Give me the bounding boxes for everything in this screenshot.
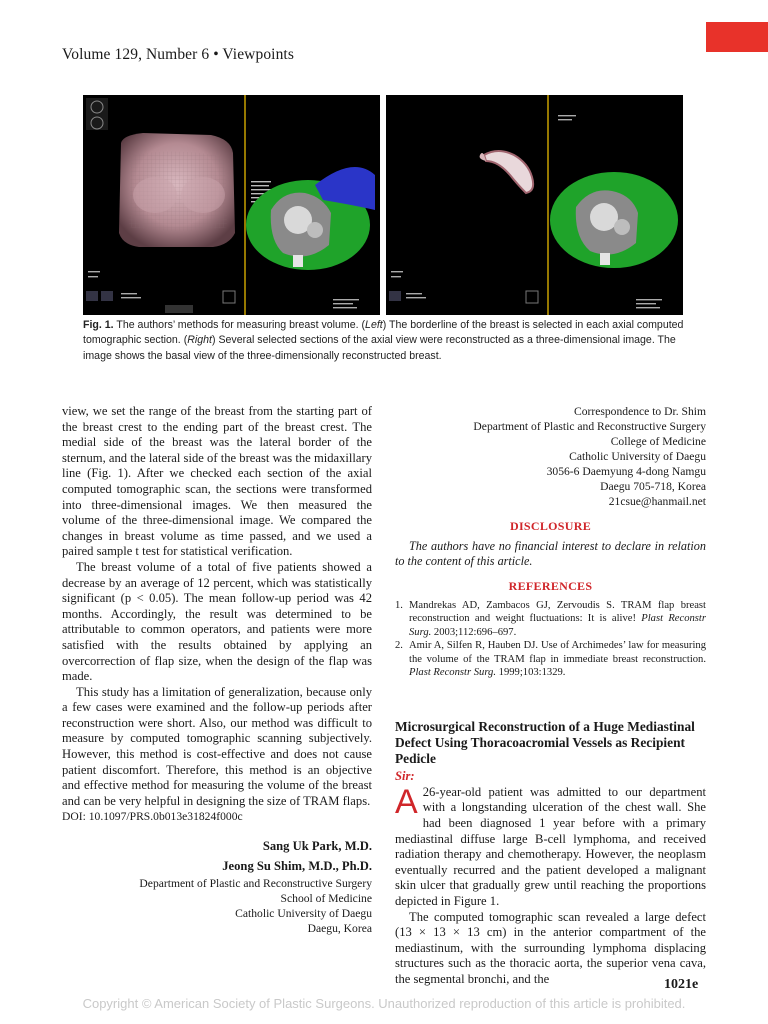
caption-left-word: Left [365, 319, 383, 331]
body-paragraph: The breast volume of a total of five patients showed a decrease by an average of 12 percent, which was statistically significant (p < 0.05). The mean follow-up period was 42 months. Accordingly, the result was determined to be attributable to common operators, and patients were more satisfied with the results obtained by applying an overcorrection of flap size, when the design of the flap was made. [62, 559, 372, 684]
ct-reconstruction-image [386, 95, 683, 315]
body-paragraph: This study has a limitation of generalization, because only a few cases were examined and the follow-up periods after reconstruction were short. Also, our method was difficult to measure by computed tomographic scanning subjectively. However, this method is cost-effective and does not cause patient discomfort. Therefore, this method is an objective and effective method for measuring the volume of the breast and can be very helpful in designing the size of TRAM flaps. [62, 684, 372, 808]
body-paragraph [395, 782, 706, 910]
caption-right-word: Right [187, 334, 212, 347]
correspondence-email[interactable]: 21csue@hanmail.net [608, 495, 706, 508]
doi: DOI: 10.1097/PRS.0b013e31824f000c [62, 810, 243, 824]
copyright-notice: Copyright © American Society of Plastic Surgeons. Unauthorized reproduction of this article is prohibited. [82, 996, 686, 1011]
paragraph-text: 26-year-old patient was admitted to our department with a longstanding ulceration of the chest wall. She had been diagnosed 1 year before with a primary mediastinal diffuse large B-cell lymphoma, and received radiation therapy and chemotherapy. However, the neoplasm eventually recurred and the patient developed a malignant skin ulcer that gradually grew until reaching the proportions depicted in Figure 1. [395, 784, 706, 908]
reference-number: 2. [395, 640, 403, 652]
reference-cite: 1999;103:1329. [496, 667, 566, 679]
figure-panel-right [386, 95, 683, 315]
correspondence-line: Department of Plastic and Reconstructive Surgery [473, 420, 706, 433]
reference-journal: Plast Reconstr Surg. [409, 613, 706, 638]
caption-text: The authors’ methods for measuring breast volume. ( [113, 319, 366, 331]
references-heading: REFERENCES [508, 579, 593, 594]
reference-cite: 2003;112:696–697. [431, 626, 517, 638]
correspondence-line: 3056-6 Daemyung 4-dong Namgu [546, 465, 706, 478]
reference-number: 1. [395, 600, 403, 611]
figure-caption [83, 318, 688, 364]
correspondence-line: Daegu 705-718, Korea [600, 480, 706, 493]
reference-list [395, 599, 706, 679]
author-name: Jeong Su Shim, M.D., Ph.D. [222, 858, 372, 873]
left-column [62, 404, 372, 936]
reference-text: Amir A, Silfen R, Hauben DJ. Use of Archimedes’ law for measuring the volume of the TRAM flap in immediate breast reconstruction. [409, 640, 706, 665]
caption-label: Fig. 1. [83, 319, 114, 331]
affiliation-line: Daegu, Korea [307, 922, 372, 936]
correspondence-line: Catholic University of Daegu [569, 450, 706, 463]
affiliation-line: Department of Plastic and Reconstructive Surgery [139, 877, 372, 891]
disclosure-text: The authors have no financial interest to declare in relation to the content of this article. [395, 538, 706, 568]
reference-journal: Plast Reconstr Surg. [409, 667, 496, 679]
article-body [395, 782, 706, 988]
page-number: 1021e [664, 977, 699, 992]
figure-1 [83, 95, 683, 315]
affiliation-line: School of Medicine [280, 892, 372, 906]
running-head: Volume 129, Number 6 • Viewpoints [62, 46, 294, 63]
correspondence-line: Correspondence to Dr. Shim [573, 405, 706, 418]
disclosure-heading: DISCLOSURE [509, 519, 592, 533]
salutation: Sir: [395, 769, 415, 784]
section-tab [706, 22, 768, 52]
reference-text: Mandrekas AD, Zambacos GJ, Zervoudis S. TRAM flap breast reconstruction and weight fluctuations: It is alive! [409, 600, 706, 625]
author-name: Sang Uk Park, M.D. [262, 839, 372, 854]
body-paragraph: The computed tomographic scan revealed a large defect (13 × 13 × 13 cm) in the anterior compartment of the mediastinum, with the surrounding lymphoma displacing structures such as the thoracic aorta, the superior vena cava, the segmental bronchi, and the [395, 909, 706, 986]
figure-panel-left [83, 95, 380, 315]
affiliation-line: Catholic University of Daegu [235, 907, 372, 921]
body-paragraph: view, we set the range of the breast from the starting part of the breast crest to the ending part of the breast crest. The medial side of the breast was the lateral border of the sternum, and the lateral side of the breast was the midaxillary line (Fig. 1). After we checked each section of the axial computed tomographic scan, the sections were transformed into three-dimensional images. We then measured the volume of the three-dimensional image. We compared the changes in breast volume as time passed, and we used a paired sample t test for statistical verification. [62, 404, 372, 559]
article-title: Microsurgical Reconstruction of a Huge Mediastinal Defect Using Thoracoacromial Vessels as Recipient Pedicle [395, 719, 695, 766]
ct-3d-chest-image [83, 95, 380, 315]
drop-cap: A [395, 782, 418, 821]
right-column [395, 404, 706, 988]
reference-item [395, 599, 706, 639]
caption-text: ) The borderline of the breast is selected in each axial computed tomographic section. ( [83, 319, 684, 347]
reference-item [395, 639, 706, 679]
correspondence-line: College of Medicine [610, 435, 706, 448]
caption-text: ) Several selected sections of the axial view were reconstructed as a three-dimensional image. The image shows the basal view of the three-dimensionally reconstructed breast. [83, 334, 676, 362]
